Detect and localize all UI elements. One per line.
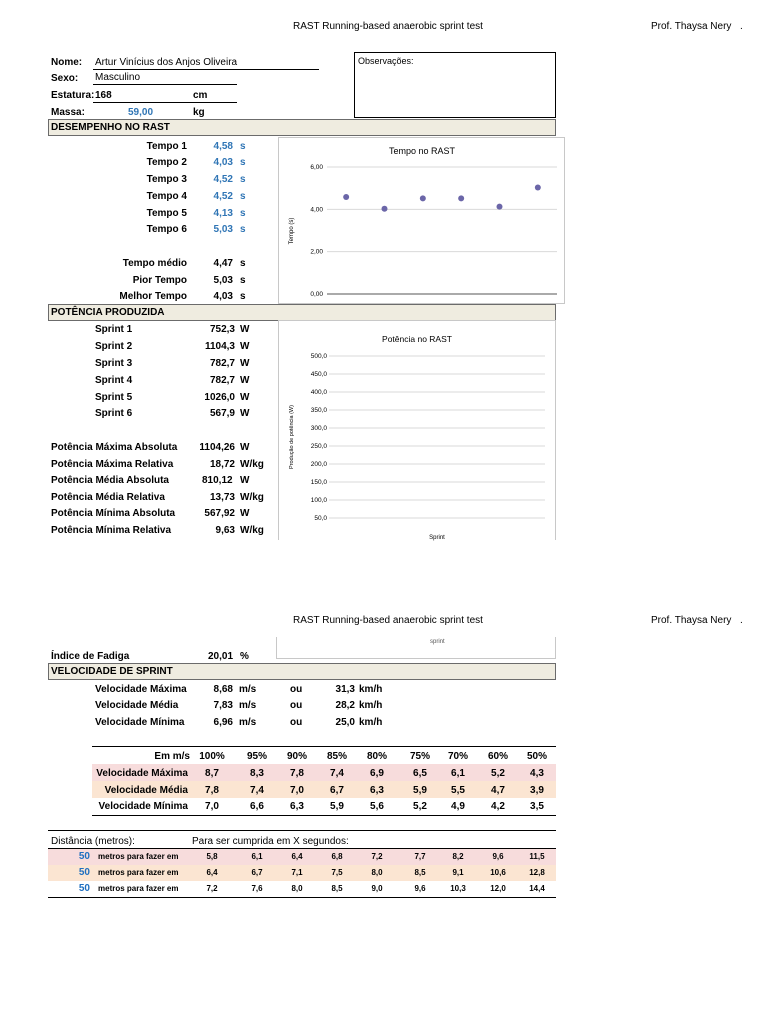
potencia-chart-title: Potência no RAST (382, 334, 452, 344)
pct-cell: 5,5 (451, 785, 465, 796)
pot-min-rel-value: 9,63 (215, 525, 235, 536)
pct-cell: 7,4 (250, 785, 264, 796)
dist-cell: 5,8 (206, 852, 218, 861)
potencia-chart-svg (279, 321, 557, 541)
dist-row-text: metros para fazer em (98, 884, 179, 893)
vel-min-kmh-unit: km/h (359, 717, 383, 728)
vel-med-ms: 7,83 (213, 700, 233, 711)
tempo-2-unit: s (240, 157, 246, 168)
vel-med-label: Velocidade Média (95, 700, 179, 711)
dist-caption: Para ser cumprida em X segundos: (192, 836, 349, 847)
dist-cell: 6,8 (331, 852, 343, 861)
dist-cell: 10,6 (490, 868, 506, 877)
pct-cell: 4,2 (491, 801, 505, 812)
vel-med-ms-unit: m/s (239, 700, 257, 711)
tempo-medio-label: Tempo médio (122, 258, 187, 269)
report-title-page2: RAST Running-based anaerobic sprint test (293, 615, 483, 626)
pct-cell: 6,1 (451, 768, 465, 779)
sprint-3-value: 782,7 (209, 358, 235, 369)
vel-min-kmh: 25,0 (335, 717, 355, 728)
potencia-ytick-label: 300,0 (310, 425, 327, 432)
tempo-4-value[interactable]: 4,52 (213, 191, 233, 202)
dist-cell: 7,2 (206, 884, 218, 893)
dist-cell: 8,0 (371, 868, 383, 877)
dist-label: Distância (metros): (51, 836, 135, 847)
pct-cell: 6,6 (250, 801, 264, 812)
massa-unit: kg (193, 107, 205, 118)
pot-med-rel-unit: W/kg (240, 492, 264, 503)
tempo-chart-ylabel: Tempo (s) (289, 217, 295, 245)
vel-max-ms-unit: m/s (239, 684, 257, 695)
velocidade-section-header (48, 663, 556, 680)
tempo-3-label: Tempo 3 (146, 174, 187, 185)
sexo-label: Sexo: (51, 73, 79, 84)
sprint-5-unit: W (240, 392, 250, 403)
desempenho-title: DESEMPENHO NO RAST (51, 122, 170, 133)
pot-med-rel-value: 13,73 (209, 492, 235, 503)
pot-med-abs-unit: W (240, 475, 250, 486)
pct-cell: 5,9 (413, 785, 427, 796)
vel-max-ou: ou (290, 684, 303, 695)
vel-min-ms: 6,96 (213, 717, 233, 728)
pct-cell: 7,8 (290, 768, 304, 779)
tempo-6-unit: s (240, 224, 246, 235)
vel-min-ou: ou (290, 717, 303, 728)
pct-cell: 6,7 (330, 785, 344, 796)
header-dot: . (740, 21, 743, 32)
estatura-field[interactable]: 168 (95, 90, 112, 101)
pot-min-rel-label: Potência Mínima Relativa (51, 525, 172, 536)
potencia-ytick-label: 250,0 (310, 443, 327, 450)
tempo-chart[interactable] (278, 137, 565, 304)
sexo-field[interactable]: Masculino (95, 72, 141, 83)
tempo-point (458, 195, 464, 201)
tempo-ytick-label: 6,00 (310, 164, 323, 171)
sprint-3-unit: W (240, 358, 250, 369)
tempo-5-label: Tempo 5 (146, 208, 187, 219)
pct-header-cell: 85% (326, 751, 347, 762)
pct-cell: 4,9 (451, 801, 465, 812)
pct-cell: 3,5 (530, 801, 544, 812)
tempo-3-unit: s (240, 174, 246, 185)
pct-cell: 7,0 (290, 785, 304, 796)
pct-header-cell: 75% (409, 751, 430, 762)
potencia-title: POTÊNCIA PRODUZIDA (51, 307, 165, 318)
pior-tempo-label: Pior Tempo (132, 275, 187, 286)
pct-cell: 6,9 (370, 768, 384, 779)
sprint-4-value: 782,7 (209, 375, 235, 386)
vel-min-ms-unit: m/s (239, 717, 257, 728)
potencia-ytick-label: 350,0 (310, 407, 327, 414)
pct-row-label: Velocidade Média (104, 785, 188, 796)
potencia-chart-ylabel: Produção de potência (W) (289, 405, 295, 469)
pct-cell: 5,6 (370, 801, 384, 812)
pct-row-label: Velocidade Máxima (96, 768, 188, 779)
potencia-ytick-label: 500,0 (310, 353, 327, 360)
dist-cell: 7,2 (371, 852, 383, 861)
sprint-1-label: Sprint 1 (95, 324, 133, 335)
velocidade-title: VELOCIDADE DE SPRINT (51, 666, 173, 677)
pct-cell: 4,3 (530, 768, 544, 779)
tempo-ytick-label: 4,00 (310, 206, 323, 214)
pot-max-rel-unit: W/kg (240, 459, 264, 470)
pct-cell: 6,3 (290, 801, 304, 812)
tempo-3-value[interactable]: 4,52 (213, 174, 233, 185)
pot-min-abs-value: 567,92 (204, 508, 235, 519)
potencia-chart[interactable] (278, 320, 556, 540)
pct-cell: 5,2 (413, 801, 427, 812)
dist-cell: 8,2 (452, 852, 464, 861)
nome-field[interactable]: Artur Vinícius dos Anjos Oliveira (95, 57, 238, 68)
dist-cell: 12,0 (490, 884, 506, 893)
tempo-chart-svg (279, 138, 566, 305)
tempo-5-value[interactable]: 4,13 (213, 208, 233, 219)
tempo-medio-value: 4,47 (213, 258, 233, 269)
dist-cell: 9,0 (371, 884, 383, 893)
pct-header-cell: 80% (366, 751, 387, 762)
pct-cell: 8,7 (205, 768, 219, 779)
potencia-ytick-label: 150,0 (310, 479, 327, 486)
vel-max-kmh-unit: km/h (359, 684, 383, 695)
dist-row-text: metros para fazer em (98, 852, 179, 861)
tempo-point (420, 195, 426, 201)
dist-cell: 9,6 (492, 852, 504, 861)
potencia-ytick-label: 100,0 (310, 497, 327, 504)
sprint-5-value: 1026,0 (204, 392, 235, 403)
potencia-ytick-label: 50,0 (314, 515, 327, 522)
fadiga-value: 20,01 (208, 651, 234, 662)
pior-tempo-unit: s (240, 275, 246, 286)
pct-cell: 3,9 (530, 785, 544, 796)
pot-max-rel-value: 18,72 (209, 459, 235, 470)
report-title: RAST Running-based anaerobic sprint test (293, 21, 483, 32)
pct-cell: 7,8 (205, 785, 219, 796)
dist-cell: 8,5 (414, 868, 426, 877)
dist-cell: 8,0 (291, 884, 303, 893)
dist-cell: 7,7 (414, 852, 426, 861)
dist-cell: 6,4 (206, 868, 218, 877)
sprint-2-label: Sprint 2 (95, 341, 133, 352)
sprint-4-label: Sprint 4 (95, 375, 133, 386)
dist-cell: 14,4 (529, 884, 545, 893)
sprint-3-label: Sprint 3 (95, 358, 133, 369)
pct-header-cell: 70% (447, 751, 468, 762)
vel-max-label: Velocidade Máxima (95, 684, 187, 695)
dist-cell: 12,8 (529, 868, 545, 877)
potencia-ytick-label: 400,0 (310, 389, 327, 396)
tempo-2-value[interactable]: 4,03 (213, 157, 233, 168)
estatura-unit: cm (193, 90, 208, 101)
melhor-tempo-value: 4,03 (213, 291, 233, 302)
fadiga-unit: % (240, 651, 249, 662)
pot-min-rel-unit: W/kg (240, 525, 264, 536)
nome-label: Nome: (51, 57, 83, 68)
estatura-label: Estatura: (51, 90, 95, 101)
dist-value[interactable]: 50 (78, 883, 90, 894)
pct-cell: 7,4 (330, 768, 344, 779)
potencia-ytick-label: 450,0 (310, 371, 327, 378)
melhor-tempo-unit: s (240, 291, 246, 302)
massa-field[interactable]: 59,00 (128, 107, 154, 118)
pot-min-abs-unit: W (240, 508, 250, 519)
sprint-1-unit: W (240, 324, 250, 335)
fadiga-label: Índice de Fadiga (51, 651, 130, 662)
tempo-ytick-label: 2,00 (310, 248, 323, 256)
massa-label: Massa: (51, 107, 85, 118)
tempo-ytick-label: 0,00 (310, 291, 323, 298)
sprint-2-value: 1104,3 (204, 341, 235, 352)
dist-cell: 6,7 (251, 868, 263, 877)
pct-row-label: Velocidade Mínima (98, 801, 188, 812)
vel-max-kmh: 31,3 (335, 684, 355, 695)
pot-med-rel-label: Potência Média Relativa (51, 492, 165, 503)
pct-cell: 6,5 (413, 768, 427, 779)
tempo-point (535, 185, 541, 191)
author-name-page2: Prof. Thaysa Nery (651, 615, 732, 626)
sprint-4-unit: W (240, 375, 250, 386)
sprint-2-unit: W (240, 341, 250, 352)
chart-fragment-label: sprint (430, 639, 445, 645)
tempo-point (497, 204, 503, 210)
vel-med-kmh: 28,2 (335, 700, 355, 711)
pot-min-abs-label: Potência Mínima Absoluta (51, 508, 176, 519)
tempo-point (343, 194, 349, 200)
potencia-chart-fragment (276, 637, 556, 659)
tempo-1-value[interactable]: 4,58 (213, 141, 233, 152)
sprint-6-label: Sprint 6 (95, 408, 133, 419)
tempo-1-label: Tempo 1 (146, 141, 187, 152)
pct-header-cell: 50% (526, 751, 547, 762)
pct-header-cell: 60% (487, 751, 508, 762)
pct-cell: 6,3 (370, 785, 384, 796)
observacoes-box[interactable] (354, 52, 556, 118)
pior-tempo-value: 5,03 (213, 275, 233, 286)
pct-header-cell: 90% (286, 751, 307, 762)
dist-cell: 10,3 (450, 884, 466, 893)
sprint-5-label: Sprint 5 (95, 392, 133, 403)
author-name: Prof. Thaysa Nery (651, 21, 732, 32)
pct-cell: 4,7 (491, 785, 505, 796)
dist-row-text: metros para fazer em (98, 868, 179, 877)
sprint-6-unit: W (240, 408, 250, 419)
dist-cell: 8,5 (331, 884, 343, 893)
pct-cell: 5,2 (491, 768, 505, 779)
dist-cell: 9,1 (452, 868, 464, 877)
tempo-1-unit: s (240, 141, 246, 152)
dist-value[interactable]: 50 (78, 851, 90, 862)
tempo-5-unit: s (240, 208, 246, 219)
vel-med-kmh-unit: km/h (359, 700, 383, 711)
tempo-medio-unit: s (240, 258, 246, 269)
dist-cell: 6,4 (291, 852, 303, 861)
pot-med-abs-value: 810,12 (202, 475, 233, 486)
tempo-4-label: Tempo 4 (146, 191, 187, 202)
sprint-1-value: 752,3 (209, 324, 235, 335)
dist-cell: 6,1 (251, 852, 263, 861)
dist-cell: 9,6 (414, 884, 426, 893)
dist-cell: 11,5 (529, 852, 545, 861)
dist-value[interactable]: 50 (78, 867, 90, 878)
vel-min-label: Velocidade Mínima (95, 717, 185, 728)
tempo-2-label: Tempo 2 (146, 157, 187, 168)
tempo-4-unit: s (240, 191, 246, 202)
pot-max-abs-value: 1104,26 (199, 442, 235, 453)
dist-cell: 7,5 (331, 868, 343, 877)
pot-max-abs-label: Potência Máxima Absoluta (51, 442, 178, 453)
dist-cell: 7,1 (291, 868, 303, 877)
melhor-tempo-label: Melhor Tempo (119, 291, 187, 302)
tempo-point (382, 206, 388, 212)
vel-max-ms: 8,68 (213, 684, 233, 695)
pct-cell: 5,9 (330, 801, 344, 812)
potencia-ytick-label: 200,0 (310, 461, 327, 468)
pct-header-cell: 95% (246, 751, 267, 762)
pot-med-abs-label: Potência Média Absoluta (51, 475, 169, 486)
tempo-6-value[interactable]: 5,03 (213, 224, 233, 235)
pct-cell: 7,0 (205, 801, 219, 812)
potencia-chart-xlabel: Sprint (429, 535, 445, 541)
observacoes-label: Observações: (358, 56, 414, 66)
sprint-6-value: 567,9 (209, 408, 235, 419)
pct-header-cell: 100% (199, 751, 225, 762)
desempenho-section-header (48, 119, 556, 136)
pct-corner: Em m/s (154, 751, 190, 762)
tempo-6-label: Tempo 6 (146, 224, 187, 235)
dist-cell: 7,6 (251, 884, 263, 893)
pot-max-rel-label: Potência Máxima Relativa (51, 459, 174, 470)
vel-med-ou: ou (290, 700, 303, 711)
potencia-section-header (48, 304, 556, 321)
tempo-chart-title: Tempo no RAST (388, 146, 456, 156)
pct-cell: 8,3 (250, 768, 264, 779)
header-dot-page2: . (740, 615, 743, 626)
pot-max-abs-unit: W (240, 442, 250, 453)
